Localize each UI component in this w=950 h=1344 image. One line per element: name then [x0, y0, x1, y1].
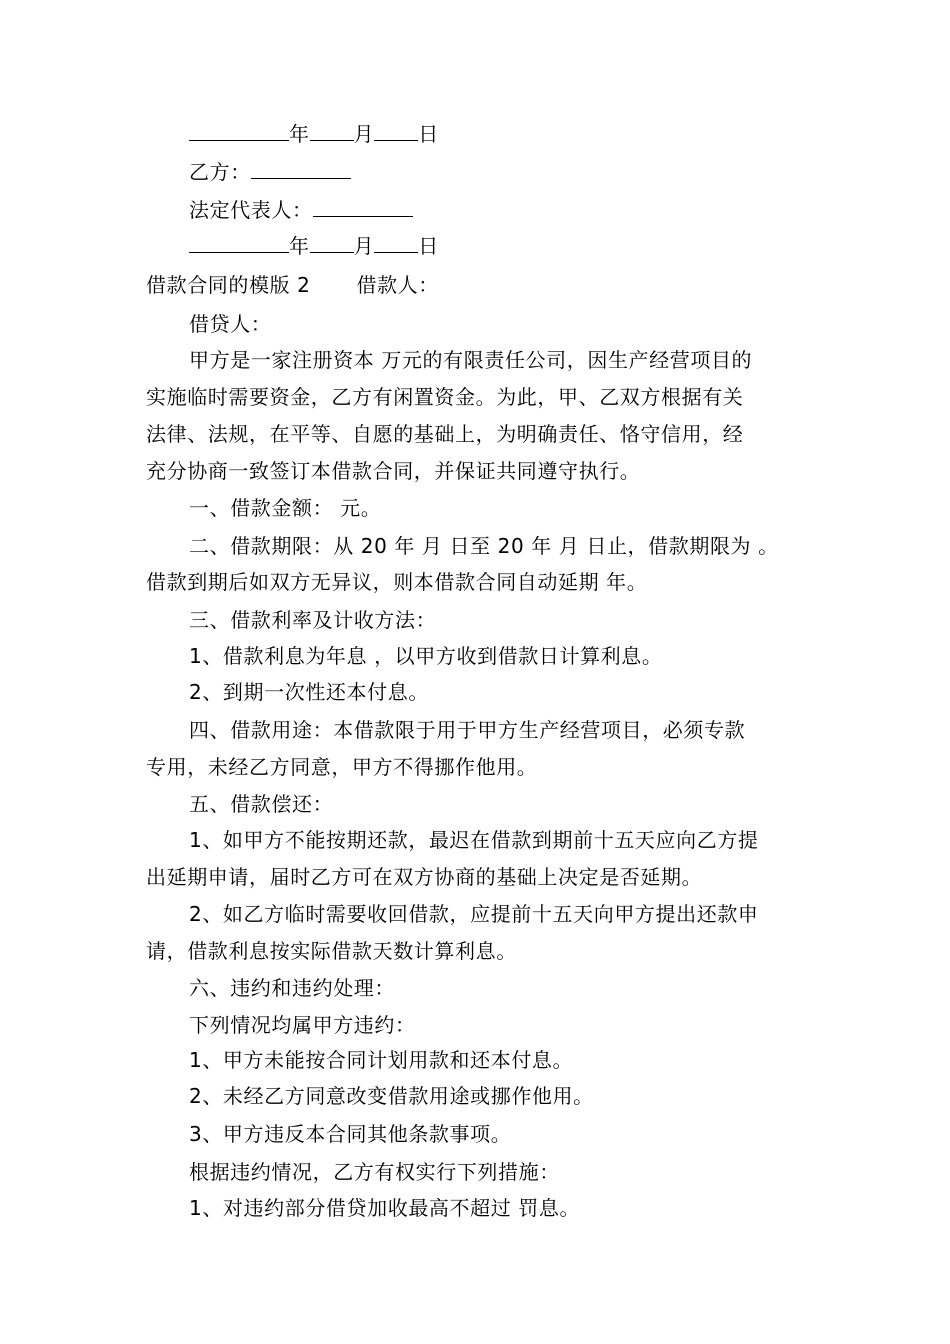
clause-5-item-2-line: 请，借款利息按实际借款天数计算利息。 — [146, 939, 517, 963]
legal-rep-label: 法定代表人： — [189, 198, 313, 222]
intro-line: 实施临时需要资金，乙方有闲置资金。为此，甲、乙双方根据有关 — [146, 385, 744, 409]
year-label: 年 — [289, 234, 310, 258]
clause-3-item: 1、借款利息为年息 ，以甲方收到借款日计算利息。 — [189, 644, 663, 668]
clause-6-item: 3、甲方违反本合同其他条款事项。 — [189, 1122, 512, 1146]
clause-4-line: 四、借款用途：本借款限于用于甲方生产经营项目，必须专款 — [189, 718, 746, 742]
lender-label: 借贷人： — [189, 312, 272, 336]
day-blank — [374, 232, 418, 253]
party-b-label: 乙方： — [189, 160, 251, 184]
year-blank — [189, 232, 289, 253]
party-b-line — [189, 158, 810, 186]
clause-5-item-2-line: 2、如乙方临时需要收回借款，应提前十五天向甲方提出还款申 — [189, 902, 759, 926]
month-label: 月 — [353, 122, 375, 146]
month-label: 月 — [353, 234, 375, 258]
intro-line: 充分协商一致签订本借款合同，并保证共同遵守执行。 — [146, 459, 641, 483]
clause-2-line: 借款到期后如双方无异议，则本借款合同自动延期 年。 — [146, 570, 648, 594]
day-label: 日 — [418, 122, 439, 146]
year-label: 年 — [289, 122, 310, 146]
measures-intro: 根据违约情况，乙方有权实行下列措施： — [189, 1160, 560, 1184]
clause-4-line: 专用，未经乙方同意，甲方不得挪作他用。 — [146, 755, 538, 779]
party-b-blank — [251, 158, 351, 179]
title-line — [146, 271, 810, 299]
date-line-party-b — [189, 232, 810, 260]
clause-5-item-1-line: 1、如甲方不能按期还款，最迟在借款到期前十五天应向乙方提 — [189, 828, 759, 852]
clause-6-item: 1、甲方未能按合同计划用款和还本付息。 — [189, 1048, 574, 1072]
day-label: 日 — [418, 234, 439, 258]
clause-5-heading: 五、借款偿还： — [189, 792, 334, 816]
clause-3-heading: 三、借款利率及计收方法： — [189, 608, 437, 632]
clause-5-item-1-line: 出延期申请，届时乙方可在双方协商的基础上决定是否延期。 — [146, 865, 703, 889]
clause-6-item: 2、未经乙方同意改变借款用途或挪作他用。 — [189, 1084, 594, 1108]
intro-line: 法律、法规，在平等、自愿的基础上，为明确责任、恪守信用，经 — [146, 422, 744, 446]
clause-3-item: 2、到期一次性还本付息。 — [189, 680, 429, 704]
clause-1: 一、借款金额： 元。 — [189, 496, 382, 520]
document-title: 借款合同的模版 2 — [146, 273, 311, 297]
legal-rep-line — [189, 196, 810, 224]
date-line-party-a — [189, 120, 810, 148]
month-blank — [310, 120, 354, 141]
borrower-label: 借款人： — [356, 273, 439, 297]
measures-item: 1、对违约部分借贷加收最高不超过 罚息。 — [189, 1196, 581, 1220]
clause-2-line: 二、借款期限：从 20 年 月 日至 20 年 月 日止，借款期限为 。 — [189, 534, 779, 558]
month-blank — [310, 232, 354, 253]
clause-6-heading: 六、违约和违约处理： — [189, 976, 395, 1000]
legal-rep-blank — [313, 196, 413, 217]
clause-6-intro: 下列情况均属甲方违约： — [189, 1013, 416, 1037]
year-blank — [189, 120, 289, 141]
day-blank — [374, 120, 418, 141]
intro-line: 甲方是一家注册资本 万元的有限责任公司，因生产经营项目的 — [189, 348, 753, 372]
